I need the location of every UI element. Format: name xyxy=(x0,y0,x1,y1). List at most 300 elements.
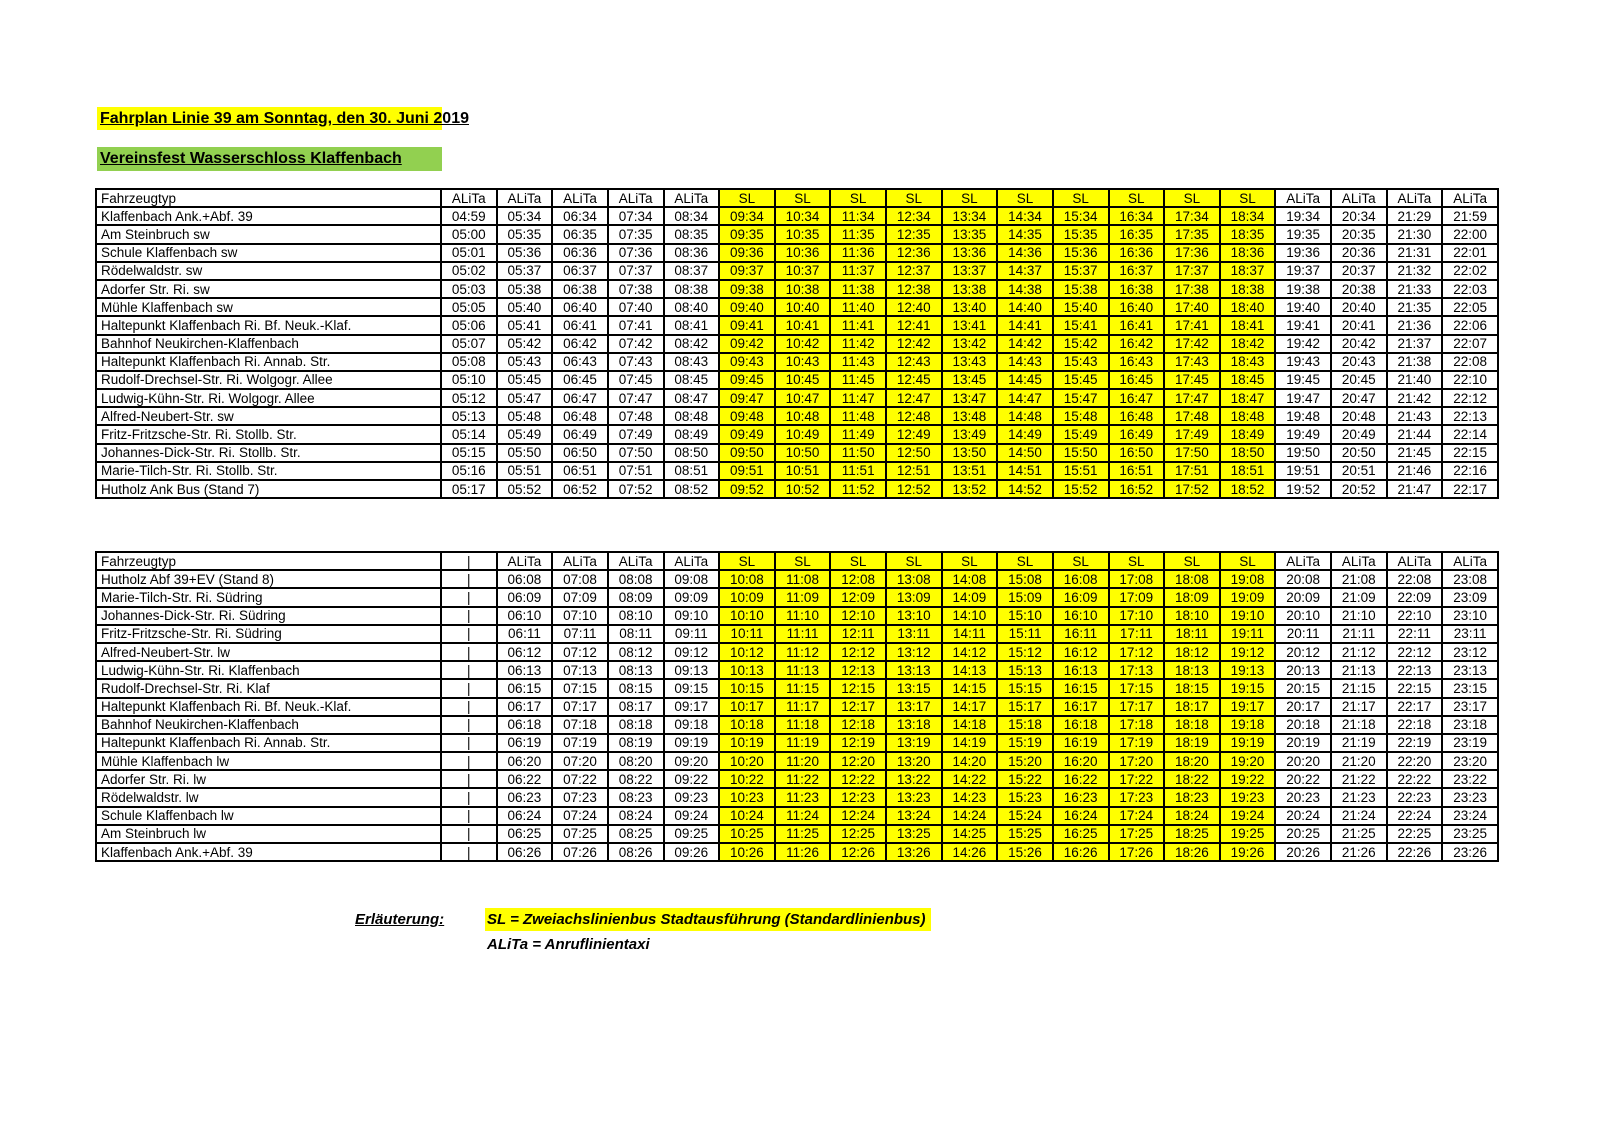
page-title: Fahrplan Linie 39 am Sonntag, den 30. Juni 2019 xyxy=(97,107,442,130)
time-cell: 16:49 xyxy=(1109,425,1165,443)
time-cell: 17:48 xyxy=(1164,407,1220,425)
time-cell: 21:17 xyxy=(1331,698,1387,716)
time-cell: 10:43 xyxy=(775,353,831,371)
time-cell: 21:26 xyxy=(1331,843,1387,861)
time-cell: 21:25 xyxy=(1331,825,1387,843)
time-cell: 19:17 xyxy=(1220,698,1276,716)
time-cell: 09:47 xyxy=(719,389,775,407)
time-cell: 09:41 xyxy=(719,316,775,334)
time-cell: 06:45 xyxy=(552,371,608,389)
station-row xyxy=(96,389,1498,407)
time-cell: 16:34 xyxy=(1109,207,1165,225)
time-cell: 07:35 xyxy=(608,225,664,243)
time-cell: 17:49 xyxy=(1164,425,1220,443)
time-cell: 06:23 xyxy=(497,788,553,806)
time-cell: 13:40 xyxy=(942,298,998,316)
time-cell: 07:50 xyxy=(608,444,664,462)
time-cell: 17:25 xyxy=(1109,825,1165,843)
time-cell: 05:03 xyxy=(441,280,497,298)
time-cell: 15:18 xyxy=(997,716,1053,734)
time-cell: 17:47 xyxy=(1164,389,1220,407)
time-cell: | xyxy=(441,825,497,843)
time-cell: 08:36 xyxy=(664,244,720,262)
time-cell: 13:24 xyxy=(886,807,942,825)
time-cell: 23:24 xyxy=(1442,807,1498,825)
station-name-cell: Marie-Tilch-Str. Ri. Stollb. Str. xyxy=(96,462,441,480)
time-cell: 05:00 xyxy=(441,225,497,243)
time-cell: 20:26 xyxy=(1275,843,1331,861)
station-row xyxy=(96,207,1498,225)
time-cell: 14:11 xyxy=(942,625,998,643)
time-cell: 10:15 xyxy=(719,679,775,697)
time-cell: 18:22 xyxy=(1164,770,1220,788)
time-cell: 22:07 xyxy=(1442,335,1498,353)
time-cell: 18:13 xyxy=(1164,661,1220,679)
time-cell: 07:11 xyxy=(552,625,608,643)
time-cell: 20:35 xyxy=(1331,225,1387,243)
time-cell: 20:08 xyxy=(1275,570,1331,588)
time-cell: 19:35 xyxy=(1275,225,1331,243)
time-cell: 22:14 xyxy=(1442,425,1498,443)
time-cell: 15:41 xyxy=(1053,316,1109,334)
vehicle-type-header: ALiTa xyxy=(608,189,664,207)
time-cell: 17:23 xyxy=(1109,788,1165,806)
time-cell: 22:25 xyxy=(1387,825,1443,843)
vehicle-type-header: ALiTa xyxy=(497,552,553,570)
time-cell: 16:11 xyxy=(1053,625,1109,643)
time-cell: 19:47 xyxy=(1275,389,1331,407)
time-cell: 17:43 xyxy=(1164,353,1220,371)
time-cell: 08:42 xyxy=(664,335,720,353)
time-cell: 18:12 xyxy=(1164,643,1220,661)
time-cell: 13:41 xyxy=(942,316,998,334)
time-cell: 13:19 xyxy=(886,734,942,752)
time-cell: 13:48 xyxy=(942,407,998,425)
time-cell: 22:13 xyxy=(1442,407,1498,425)
time-cell: | xyxy=(441,698,497,716)
time-cell: 06:20 xyxy=(497,752,553,770)
time-cell: 13:36 xyxy=(942,244,998,262)
time-cell: 20:09 xyxy=(1275,588,1331,606)
time-cell: 17:50 xyxy=(1164,444,1220,462)
time-cell: 17:26 xyxy=(1109,843,1165,861)
time-cell: 18:42 xyxy=(1220,335,1276,353)
time-cell: 17:09 xyxy=(1109,588,1165,606)
time-cell: 14:20 xyxy=(942,752,998,770)
time-cell: 21:59 xyxy=(1442,207,1498,225)
time-cell: 16:23 xyxy=(1053,788,1109,806)
time-cell: 09:09 xyxy=(664,588,720,606)
time-cell: 16:15 xyxy=(1053,679,1109,697)
time-cell: 21:40 xyxy=(1387,371,1443,389)
time-cell: 19:37 xyxy=(1275,262,1331,280)
time-cell: 12:42 xyxy=(886,335,942,353)
time-cell: 20:38 xyxy=(1331,280,1387,298)
time-cell: 20:17 xyxy=(1275,698,1331,716)
time-cell: 16:13 xyxy=(1053,661,1109,679)
time-cell: 06:42 xyxy=(552,335,608,353)
time-cell: 07:34 xyxy=(608,207,664,225)
time-cell: 22:11 xyxy=(1387,625,1443,643)
time-cell: 16:50 xyxy=(1109,444,1165,462)
time-cell: 21:19 xyxy=(1331,734,1387,752)
station-row xyxy=(96,661,1498,679)
time-cell: 13:52 xyxy=(942,480,998,498)
time-cell: 10:41 xyxy=(775,316,831,334)
time-cell: 14:48 xyxy=(997,407,1053,425)
time-cell: 18:38 xyxy=(1220,280,1276,298)
time-cell: 19:52 xyxy=(1275,480,1331,498)
station-row xyxy=(96,734,1498,752)
time-cell: 05:12 xyxy=(441,389,497,407)
time-cell: 05:45 xyxy=(497,371,553,389)
station-row xyxy=(96,570,1498,588)
time-cell: 16:08 xyxy=(1053,570,1109,588)
time-cell: | xyxy=(441,716,497,734)
time-cell: 11:08 xyxy=(775,570,831,588)
time-cell: 16:38 xyxy=(1109,280,1165,298)
time-cell: 16:48 xyxy=(1109,407,1165,425)
time-cell: 09:10 xyxy=(664,607,720,625)
time-cell: 17:24 xyxy=(1109,807,1165,825)
time-cell: 12:26 xyxy=(830,843,886,861)
time-cell: 13:09 xyxy=(886,588,942,606)
time-cell: 17:38 xyxy=(1164,280,1220,298)
time-cell: 08:34 xyxy=(664,207,720,225)
time-cell: 20:25 xyxy=(1275,825,1331,843)
time-cell: 05:50 xyxy=(497,444,553,462)
time-cell: 10:23 xyxy=(719,788,775,806)
time-cell: 21:36 xyxy=(1387,316,1443,334)
header-row xyxy=(96,552,1498,570)
time-cell: 11:42 xyxy=(830,335,886,353)
time-cell: 05:14 xyxy=(441,425,497,443)
time-cell: 22:09 xyxy=(1387,588,1443,606)
time-cell: 09:25 xyxy=(664,825,720,843)
time-cell: 14:40 xyxy=(997,298,1053,316)
time-cell: 09:34 xyxy=(719,207,775,225)
time-cell: 08:45 xyxy=(664,371,720,389)
time-cell: 21:43 xyxy=(1387,407,1443,425)
time-cell: 21:11 xyxy=(1331,625,1387,643)
time-cell: 22:22 xyxy=(1387,770,1443,788)
time-cell: 21:12 xyxy=(1331,643,1387,661)
legend-alita-definition: ALiTa = Anruflinientaxi xyxy=(487,936,650,953)
time-cell: 12:08 xyxy=(830,570,886,588)
vehicle-type-header: SL xyxy=(1053,552,1109,570)
time-cell: 07:36 xyxy=(608,244,664,262)
time-cell: 12:48 xyxy=(886,407,942,425)
station-name-cell: Bahnhof Neukirchen-Klaffenbach xyxy=(96,716,441,734)
time-cell: 07:20 xyxy=(552,752,608,770)
vehicle-type-header: SL xyxy=(719,189,775,207)
time-cell: 12:36 xyxy=(886,244,942,262)
time-cell: 19:36 xyxy=(1275,244,1331,262)
time-cell: 22:18 xyxy=(1387,716,1443,734)
time-cell: 14:51 xyxy=(997,462,1053,480)
fahrzeugtyp-header: Fahrzeugtyp xyxy=(96,552,441,570)
time-cell: 12:52 xyxy=(886,480,942,498)
time-cell: 22:05 xyxy=(1442,298,1498,316)
time-cell: 13:26 xyxy=(886,843,942,861)
time-cell: 20:37 xyxy=(1331,262,1387,280)
time-cell: 12:47 xyxy=(886,389,942,407)
time-cell: 11:51 xyxy=(830,462,886,480)
time-cell: 17:40 xyxy=(1164,298,1220,316)
time-cell: 14:52 xyxy=(997,480,1053,498)
station-row xyxy=(96,335,1498,353)
time-cell: 09:49 xyxy=(719,425,775,443)
time-cell: 22:26 xyxy=(1387,843,1443,861)
time-cell: 22:19 xyxy=(1387,734,1443,752)
time-cell: 12:51 xyxy=(886,462,942,480)
vehicle-type-header: ALiTa xyxy=(1387,552,1443,570)
station-row xyxy=(96,825,1498,843)
time-cell: 11:20 xyxy=(775,752,831,770)
time-cell: 20:22 xyxy=(1275,770,1331,788)
time-cell: 22:03 xyxy=(1442,280,1498,298)
time-cell: 18:20 xyxy=(1164,752,1220,770)
vehicle-type-header: ALiTa xyxy=(1331,189,1387,207)
page-subtitle: Vereinsfest Wasserschloss Klaffenbach xyxy=(97,147,442,171)
time-cell: | xyxy=(441,679,497,697)
time-cell: 07:15 xyxy=(552,679,608,697)
time-cell: 10:47 xyxy=(775,389,831,407)
time-cell: 05:17 xyxy=(441,480,497,498)
time-cell: 19:18 xyxy=(1220,716,1276,734)
time-cell: 11:41 xyxy=(830,316,886,334)
time-cell: 12:09 xyxy=(830,588,886,606)
station-name-cell: Johannes-Dick-Str. Ri. Südring xyxy=(96,607,441,625)
time-cell: 12:40 xyxy=(886,298,942,316)
time-cell: 15:45 xyxy=(1053,371,1109,389)
time-cell: 18:08 xyxy=(1164,570,1220,588)
time-cell: 08:37 xyxy=(664,262,720,280)
time-cell: 13:47 xyxy=(942,389,998,407)
time-cell: 19:26 xyxy=(1220,843,1276,861)
time-cell: 12:49 xyxy=(886,425,942,443)
station-row xyxy=(96,752,1498,770)
time-cell: 11:37 xyxy=(830,262,886,280)
time-cell: 18:37 xyxy=(1220,262,1276,280)
time-cell: 22:06 xyxy=(1442,316,1498,334)
time-cell: 18:10 xyxy=(1164,607,1220,625)
time-cell: 13:51 xyxy=(942,462,998,480)
time-cell: 06:12 xyxy=(497,643,553,661)
time-cell: 17:45 xyxy=(1164,371,1220,389)
time-cell: 17:41 xyxy=(1164,316,1220,334)
station-name-cell: Am Steinbruch lw xyxy=(96,825,441,843)
vehicle-type-header: SL xyxy=(775,552,831,570)
time-cell: 14:13 xyxy=(942,661,998,679)
time-cell: 11:36 xyxy=(830,244,886,262)
vehicle-type-header: ALiTa xyxy=(1275,189,1331,207)
station-row xyxy=(96,643,1498,661)
time-cell: 18:19 xyxy=(1164,734,1220,752)
legend-sl-definition: SL = Zweiachslinienbus Stadtausführung (Standardlinienbus) xyxy=(485,908,931,931)
time-cell: 10:22 xyxy=(719,770,775,788)
time-cell: 16:12 xyxy=(1053,643,1109,661)
time-cell: 05:16 xyxy=(441,462,497,480)
time-cell: 14:50 xyxy=(997,444,1053,462)
time-cell: 05:08 xyxy=(441,353,497,371)
vehicle-type-header: | xyxy=(441,552,497,570)
time-cell: 10:37 xyxy=(775,262,831,280)
time-cell: 23:13 xyxy=(1442,661,1498,679)
time-cell: 05:37 xyxy=(497,262,553,280)
station-name-cell: Rödelwaldstr. lw xyxy=(96,788,441,806)
time-cell: 12:45 xyxy=(886,371,942,389)
time-cell: 18:35 xyxy=(1220,225,1276,243)
vehicle-type-header: SL xyxy=(830,189,886,207)
time-cell: 11:49 xyxy=(830,425,886,443)
station-row xyxy=(96,625,1498,643)
time-cell: 07:09 xyxy=(552,588,608,606)
time-cell: 05:47 xyxy=(497,389,553,407)
time-cell: 05:38 xyxy=(497,280,553,298)
time-cell: 16:47 xyxy=(1109,389,1165,407)
time-cell: 15:36 xyxy=(1053,244,1109,262)
time-cell: 23:11 xyxy=(1442,625,1498,643)
time-cell: 10:26 xyxy=(719,843,775,861)
vehicle-type-header: SL xyxy=(1109,189,1165,207)
time-cell: 09:15 xyxy=(664,679,720,697)
time-cell: 10:12 xyxy=(719,643,775,661)
vehicle-type-header: ALiTa xyxy=(441,189,497,207)
time-cell: 08:25 xyxy=(608,825,664,843)
time-cell: 19:49 xyxy=(1275,425,1331,443)
time-cell: 22:10 xyxy=(1442,371,1498,389)
time-cell: 20:40 xyxy=(1331,298,1387,316)
time-cell: 23:15 xyxy=(1442,679,1498,697)
time-cell: 19:10 xyxy=(1220,607,1276,625)
time-cell: 09:45 xyxy=(719,371,775,389)
time-cell: 12:23 xyxy=(830,788,886,806)
station-name-cell: Hutholz Ank Bus (Stand 7) xyxy=(96,480,441,498)
time-cell: 21:32 xyxy=(1387,262,1443,280)
time-cell: 11:25 xyxy=(775,825,831,843)
time-cell: 08:47 xyxy=(664,389,720,407)
time-cell: 14:34 xyxy=(997,207,1053,225)
time-cell: 22:13 xyxy=(1387,661,1443,679)
time-cell: 21:46 xyxy=(1387,462,1443,480)
time-cell: 08:09 xyxy=(608,588,664,606)
time-cell: 07:13 xyxy=(552,661,608,679)
time-cell: 15:40 xyxy=(1053,298,1109,316)
time-cell: | xyxy=(441,788,497,806)
station-name-cell: Haltepunkt Klaffenbach Ri. Bf. Neuk.-Klaf. xyxy=(96,316,441,334)
time-cell: 20:15 xyxy=(1275,679,1331,697)
vehicle-type-header: SL xyxy=(1220,189,1276,207)
time-cell: 17:35 xyxy=(1164,225,1220,243)
time-cell: 06:08 xyxy=(497,570,553,588)
station-row xyxy=(96,280,1498,298)
time-cell: 12:38 xyxy=(886,280,942,298)
time-cell: 21:23 xyxy=(1331,788,1387,806)
time-cell: 08:43 xyxy=(664,353,720,371)
time-cell: 23:26 xyxy=(1442,843,1498,861)
time-cell: 11:10 xyxy=(775,607,831,625)
time-cell: 05:07 xyxy=(441,335,497,353)
station-name-cell: Klaffenbach Ank.+Abf. 39 xyxy=(96,207,441,225)
station-name-cell: Fritz-Fritzsche-Str. Ri. Stollb. Str. xyxy=(96,425,441,443)
time-cell: 08:22 xyxy=(608,770,664,788)
time-cell: 11:50 xyxy=(830,444,886,462)
vehicle-type-header: ALiTa xyxy=(664,189,720,207)
time-cell: 09:42 xyxy=(719,335,775,353)
time-cell: 14:49 xyxy=(997,425,1053,443)
time-cell: 14:19 xyxy=(942,734,998,752)
time-cell: 05:35 xyxy=(497,225,553,243)
time-cell: 21:15 xyxy=(1331,679,1387,697)
vehicle-type-header: SL xyxy=(1109,552,1165,570)
time-cell: 14:37 xyxy=(997,262,1053,280)
time-cell: 22:02 xyxy=(1442,262,1498,280)
time-cell: 13:18 xyxy=(886,716,942,734)
time-cell: 07:26 xyxy=(552,843,608,861)
time-cell: | xyxy=(441,643,497,661)
time-cell: 06:43 xyxy=(552,353,608,371)
time-cell: 19:43 xyxy=(1275,353,1331,371)
time-cell: 10:40 xyxy=(775,298,831,316)
time-cell: 20:45 xyxy=(1331,371,1387,389)
station-name-cell: Marie-Tilch-Str. Ri. Südring xyxy=(96,588,441,606)
time-cell: 17:10 xyxy=(1109,607,1165,625)
time-cell: 10:52 xyxy=(775,480,831,498)
time-cell: 12:24 xyxy=(830,807,886,825)
time-cell: 17:19 xyxy=(1109,734,1165,752)
time-cell: 11:52 xyxy=(830,480,886,498)
time-cell: 06:48 xyxy=(552,407,608,425)
time-cell: 05:49 xyxy=(497,425,553,443)
vehicle-type-header: SL xyxy=(942,552,998,570)
time-cell: 05:05 xyxy=(441,298,497,316)
time-cell: 14:45 xyxy=(997,371,1053,389)
time-cell: 09:35 xyxy=(719,225,775,243)
time-cell: 05:40 xyxy=(497,298,553,316)
time-cell: 10:49 xyxy=(775,425,831,443)
time-cell: 07:37 xyxy=(608,262,664,280)
time-cell: 06:49 xyxy=(552,425,608,443)
time-cell: 07:24 xyxy=(552,807,608,825)
time-cell: 07:12 xyxy=(552,643,608,661)
time-cell: 13:20 xyxy=(886,752,942,770)
time-cell: 12:13 xyxy=(830,661,886,679)
time-cell: 08:20 xyxy=(608,752,664,770)
time-cell: 16:37 xyxy=(1109,262,1165,280)
legend-label: Erläuterung: xyxy=(355,911,445,928)
time-cell: 10:10 xyxy=(719,607,775,625)
time-cell: 19:13 xyxy=(1220,661,1276,679)
station-name-cell: Johannes-Dick-Str. Ri. Stollb. Str. xyxy=(96,444,441,462)
time-cell: 08:24 xyxy=(608,807,664,825)
time-cell: 11:48 xyxy=(830,407,886,425)
time-cell: 15:09 xyxy=(997,588,1053,606)
time-cell: 14:38 xyxy=(997,280,1053,298)
time-cell: 04:59 xyxy=(441,207,497,225)
vehicle-type-header: ALiTa xyxy=(497,189,553,207)
time-cell: 09:48 xyxy=(719,407,775,425)
time-cell: 05:48 xyxy=(497,407,553,425)
time-cell: 05:51 xyxy=(497,462,553,480)
time-cell: 20:13 xyxy=(1275,661,1331,679)
time-cell: 09:11 xyxy=(664,625,720,643)
station-row xyxy=(96,262,1498,280)
time-cell: 09:51 xyxy=(719,462,775,480)
time-cell: 18:15 xyxy=(1164,679,1220,697)
time-cell: 11:22 xyxy=(775,770,831,788)
time-cell: 09:50 xyxy=(719,444,775,462)
